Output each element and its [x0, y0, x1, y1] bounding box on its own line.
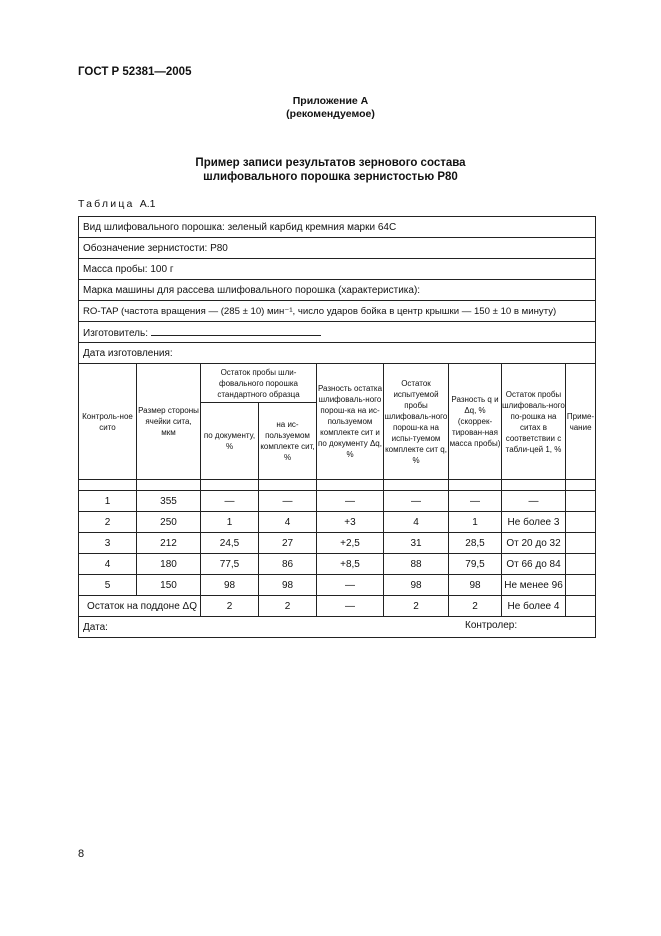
col-header-control-sieve: Контроль-ное сито	[79, 364, 137, 480]
document-header: ГОСТ Р 52381—2005	[78, 66, 192, 78]
cell-note	[566, 575, 596, 596]
col-header-per-document: по документу, %	[201, 403, 259, 480]
cell-used: 98	[259, 575, 317, 596]
cell-diff: —	[317, 575, 384, 596]
cell-used: 86	[259, 554, 317, 575]
spacer-cell	[566, 480, 596, 491]
cell-sieve: 3	[79, 533, 137, 554]
page-number: 8	[78, 848, 85, 860]
col-header-table1-residue: Остаток пробы шлифоваль-ного по-рошка на ситах в соответствии с табли-цей 1, %	[502, 364, 566, 480]
cell-pan-qdiff: 2	[449, 596, 502, 617]
cell-pan-note	[566, 596, 596, 617]
cell-test: 31	[384, 533, 449, 554]
cell-diff: +2,5	[317, 533, 384, 554]
appendix-title: Приложение А	[292, 95, 369, 107]
cell-t1: От 20 до 32	[502, 533, 566, 554]
cell-sieve: 2	[79, 512, 137, 533]
cell-sieve: 1	[79, 491, 137, 512]
cell-note	[566, 554, 596, 575]
cell-pan-used: 2	[259, 596, 317, 617]
info-machine-brand: Марка машины для рассева шлифовального порошка (характеристика):	[79, 280, 596, 301]
cell-doc: 98	[201, 575, 259, 596]
date-label: Дата:	[83, 621, 108, 633]
cell-doc: 24,5	[201, 533, 259, 554]
cell-mesh: 355	[137, 491, 201, 512]
col-header-tested-residue: Остаток испытуемой пробы шлифоваль-ного порош-ка на испы-туемом комплекте сит q, %	[384, 364, 449, 480]
cell-qdiff: —	[449, 491, 502, 512]
document-title-line-2: шлифовального порошка зернистостью Р80	[203, 171, 458, 183]
cell-sieve: 5	[79, 575, 137, 596]
col-header-mesh-size: Размер стороны ячейки сита, мкм	[137, 364, 201, 480]
table-row	[79, 575, 596, 596]
info-manufacturer: Изготовитель:	[83, 328, 148, 339]
cell-test: 98	[384, 575, 449, 596]
col-header-on-used-set: на ис-пользуемом комплекте сит, %	[259, 403, 317, 480]
cell-diff: +3	[317, 512, 384, 533]
spacer-cell	[201, 480, 259, 491]
manufacturer-blank-line	[151, 325, 321, 336]
info-manufacturer-row	[79, 322, 596, 343]
controller-label: Контролер:	[465, 620, 518, 631]
cell-t1: Не менее 96	[502, 575, 566, 596]
col-header-residue-group: Остаток пробы шли-фовального порошка стандартного образца	[201, 364, 317, 403]
cell-sieve: 4	[79, 554, 137, 575]
pan-row	[79, 596, 596, 617]
cell-pan-diff: —	[317, 596, 384, 617]
cell-qdiff: 79,5	[449, 554, 502, 575]
footer-row	[79, 617, 596, 638]
cell-pan-test: 2	[384, 596, 449, 617]
cell-mesh: 250	[137, 512, 201, 533]
appendix-subtitle: (рекомендуемое)	[286, 108, 375, 120]
cell-t1: От 66 до 84	[502, 554, 566, 575]
info-sample-mass: Масса пробы: 100 г	[79, 259, 596, 280]
info-grit: Обозначение зернистости: Р80	[79, 238, 596, 259]
cell-used: —	[259, 491, 317, 512]
table-row	[79, 512, 596, 533]
cell-note	[566, 491, 596, 512]
cell-mesh: 212	[137, 533, 201, 554]
table-label-number: А.1	[139, 198, 156, 210]
table-label	[78, 198, 155, 210]
cell-pan-label: Остаток на поддоне ΔQ	[79, 596, 201, 617]
cell-t1: —	[502, 491, 566, 512]
info-powder-type: Вид шлифовального порошка: зеленый карбид кремния марки 64С	[79, 217, 596, 238]
spacer-cell	[502, 480, 566, 491]
spacer-cell	[317, 480, 384, 491]
table-label-prefix: Таблица	[78, 198, 135, 210]
info-rotap: RO-TAP (частота вращения — (285 ± 10) мин⁻¹, число ударов бойка в центр крышки — 150 ± 10 в минуту)	[79, 301, 596, 322]
document-title-line-1: Пример записи результатов зернового состава	[195, 157, 466, 169]
col-header-q-difference: Разность q и Δq, % (скоррек-тирован-ная масса пробы)	[449, 364, 502, 480]
spacer-cell	[137, 480, 201, 491]
cell-used: 27	[259, 533, 317, 554]
cell-doc: 1	[201, 512, 259, 533]
cell-test: —	[384, 491, 449, 512]
cell-qdiff: 1	[449, 512, 502, 533]
cell-qdiff: 28,5	[449, 533, 502, 554]
table-row	[79, 491, 596, 512]
cell-test: 4	[384, 512, 449, 533]
cell-diff: +8,5	[317, 554, 384, 575]
cell-mesh: 180	[137, 554, 201, 575]
cell-qdiff: 98	[449, 575, 502, 596]
spacer-cell	[79, 480, 137, 491]
cell-diff: —	[317, 491, 384, 512]
table-row	[79, 533, 596, 554]
spacer-cell	[259, 480, 317, 491]
cell-pan-t1: Не более 4	[502, 596, 566, 617]
cell-mesh: 150	[137, 575, 201, 596]
table-row	[79, 554, 596, 575]
cell-note	[566, 512, 596, 533]
results-table	[78, 216, 596, 638]
spacer-cell	[384, 480, 449, 491]
cell-note	[566, 533, 596, 554]
cell-doc: 77,5	[201, 554, 259, 575]
cell-test: 88	[384, 554, 449, 575]
cell-pan-doc: 2	[201, 596, 259, 617]
info-manufacture-date: Дата изготовления:	[79, 343, 596, 364]
cell-used: 4	[259, 512, 317, 533]
spacer-cell	[449, 480, 502, 491]
cell-t1: Не более 3	[502, 512, 566, 533]
cell-doc: —	[201, 491, 259, 512]
col-header-note: Приме-чание	[566, 364, 596, 480]
col-header-difference: Разность остатка шлифоваль-ного порош-ка на ис-пользуемом комплекте сит и по документу Δq, %	[317, 364, 384, 480]
